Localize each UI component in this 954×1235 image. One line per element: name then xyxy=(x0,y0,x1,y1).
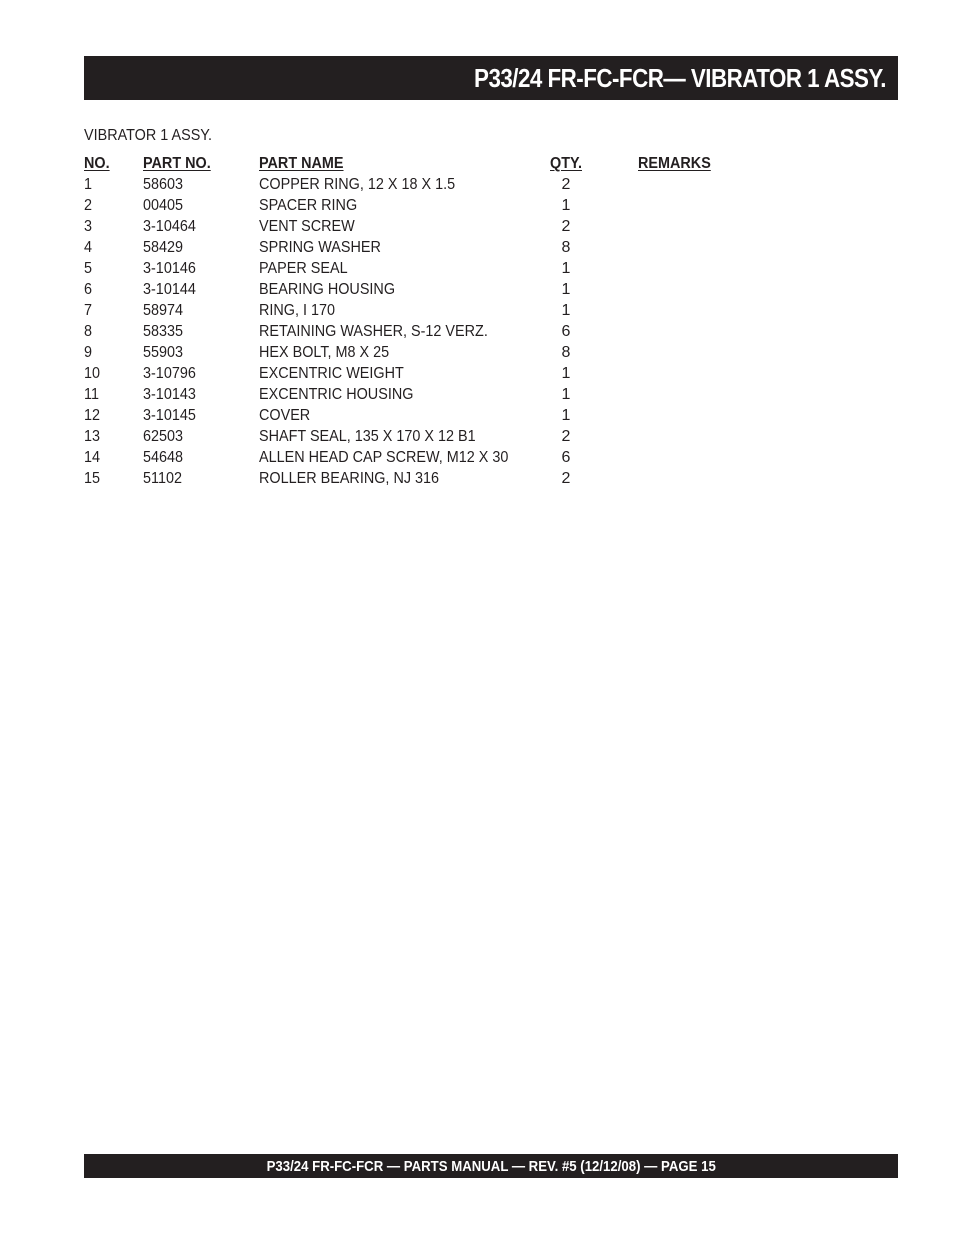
table-row xyxy=(84,237,784,258)
cell-part-no: 3-10796 xyxy=(143,365,196,382)
cell-qty: 1 xyxy=(561,407,571,424)
table-row xyxy=(84,195,784,216)
cell-no: 4 xyxy=(84,239,93,256)
cell-part-no: 51102 xyxy=(143,470,182,487)
cell-no: 8 xyxy=(84,323,93,340)
cell-part-no: 3-10146 xyxy=(143,260,196,277)
cell-qty: 1 xyxy=(561,386,571,403)
cell-part-name: SPRING WASHER xyxy=(259,239,381,256)
table-row xyxy=(84,300,784,321)
cell-part-name: RING, I 170 xyxy=(259,302,336,319)
cell-no: 2 xyxy=(84,197,93,214)
table-row xyxy=(84,174,784,195)
table-row xyxy=(84,384,784,405)
cell-part-name: ROLLER BEARING, NJ 316 xyxy=(259,470,440,487)
cell-part-name: EXCENTRIC HOUSING xyxy=(259,386,414,403)
cell-part-no: 3-10145 xyxy=(143,407,196,424)
cell-no: 7 xyxy=(84,302,93,319)
column-header-qty: QTY. xyxy=(550,155,583,172)
cell-part-no: 3-10144 xyxy=(143,281,196,298)
cell-qty: 1 xyxy=(561,260,571,277)
column-header-part-no: PART NO. xyxy=(143,155,211,172)
table-row xyxy=(84,258,784,279)
cell-qty: 6 xyxy=(561,449,571,466)
section-label: VIBRATOR 1 ASSY. xyxy=(84,127,213,144)
table-row xyxy=(84,363,784,384)
cell-qty: 1 xyxy=(561,365,571,382)
cell-part-no: 55903 xyxy=(143,344,184,361)
cell-qty: 1 xyxy=(561,281,571,298)
table-body xyxy=(84,174,784,489)
cell-no: 14 xyxy=(84,449,101,466)
cell-part-name: COVER xyxy=(259,407,311,424)
table-row xyxy=(84,342,784,363)
column-header-part-name: PART NAME xyxy=(259,155,344,172)
cell-part-no: 3-10143 xyxy=(143,386,196,403)
column-header-remarks: REMARKS xyxy=(638,155,711,172)
cell-part-no: 3-10464 xyxy=(143,218,196,235)
cell-no: 10 xyxy=(84,365,101,382)
cell-qty: 6 xyxy=(561,323,571,340)
cell-no: 9 xyxy=(84,344,93,361)
cell-no: 1 xyxy=(84,176,93,193)
cell-qty: 2 xyxy=(561,176,571,193)
table-row xyxy=(84,447,784,468)
parts-table xyxy=(84,153,784,489)
table-header-row xyxy=(84,153,784,174)
cell-no: 13 xyxy=(84,428,101,445)
cell-part-name: EXCENTRIC WEIGHT xyxy=(259,365,404,382)
page-footer: P33/24 FR-FC-FCR — PARTS MANUAL — REV. #5 (12/12/08) — PAGE 15 xyxy=(266,1157,716,1175)
cell-part-no: 54648 xyxy=(143,449,184,466)
table-row xyxy=(84,426,784,447)
cell-part-no: 58974 xyxy=(143,302,184,319)
cell-part-no: 58335 xyxy=(143,323,184,340)
cell-qty: 2 xyxy=(561,470,571,487)
cell-no: 11 xyxy=(84,386,99,403)
table-row xyxy=(84,279,784,300)
cell-part-no: 62503 xyxy=(143,428,184,445)
column-header-no: NO. xyxy=(84,155,110,172)
cell-part-name: RETAINING WASHER, S-12 VERZ. xyxy=(259,323,488,340)
cell-part-name: ALLEN HEAD CAP SCREW, M12 X 30 xyxy=(259,449,509,466)
cell-no: 15 xyxy=(84,470,101,487)
cell-part-name: COPPER RING, 12 X 18 X 1.5 xyxy=(259,176,456,193)
cell-no: 12 xyxy=(84,407,101,424)
table-row xyxy=(84,468,784,489)
cell-part-name: BEARING HOUSING xyxy=(259,281,396,298)
cell-no: 3 xyxy=(84,218,93,235)
page-footer-bar xyxy=(84,1154,898,1178)
cell-part-name: VENT SCREW xyxy=(259,218,355,235)
cell-part-no: 58429 xyxy=(143,239,184,256)
cell-qty: 1 xyxy=(561,302,571,319)
table-row xyxy=(84,321,784,342)
cell-qty: 8 xyxy=(561,239,571,256)
cell-part-name: SPACER RING xyxy=(259,197,358,214)
cell-qty: 8 xyxy=(561,344,571,361)
page-title: P33/24 FR-FC-FCR— VIBRATOR 1 ASSY. xyxy=(474,62,886,93)
cell-part-no: 00405 xyxy=(143,197,184,214)
cell-qty: 1 xyxy=(561,197,571,214)
cell-qty: 2 xyxy=(561,428,571,445)
cell-qty: 2 xyxy=(561,218,571,235)
cell-no: 6 xyxy=(84,281,93,298)
cell-part-name: PAPER SEAL xyxy=(259,260,348,277)
cell-part-name: HEX BOLT, M8 X 25 xyxy=(259,344,390,361)
cell-no: 5 xyxy=(84,260,93,277)
table-row xyxy=(84,216,784,237)
page-header-bar xyxy=(84,56,898,100)
table-row xyxy=(84,405,784,426)
cell-part-name: SHAFT SEAL, 135 X 170 X 12 B1 xyxy=(259,428,476,445)
cell-part-no: 58603 xyxy=(143,176,184,193)
